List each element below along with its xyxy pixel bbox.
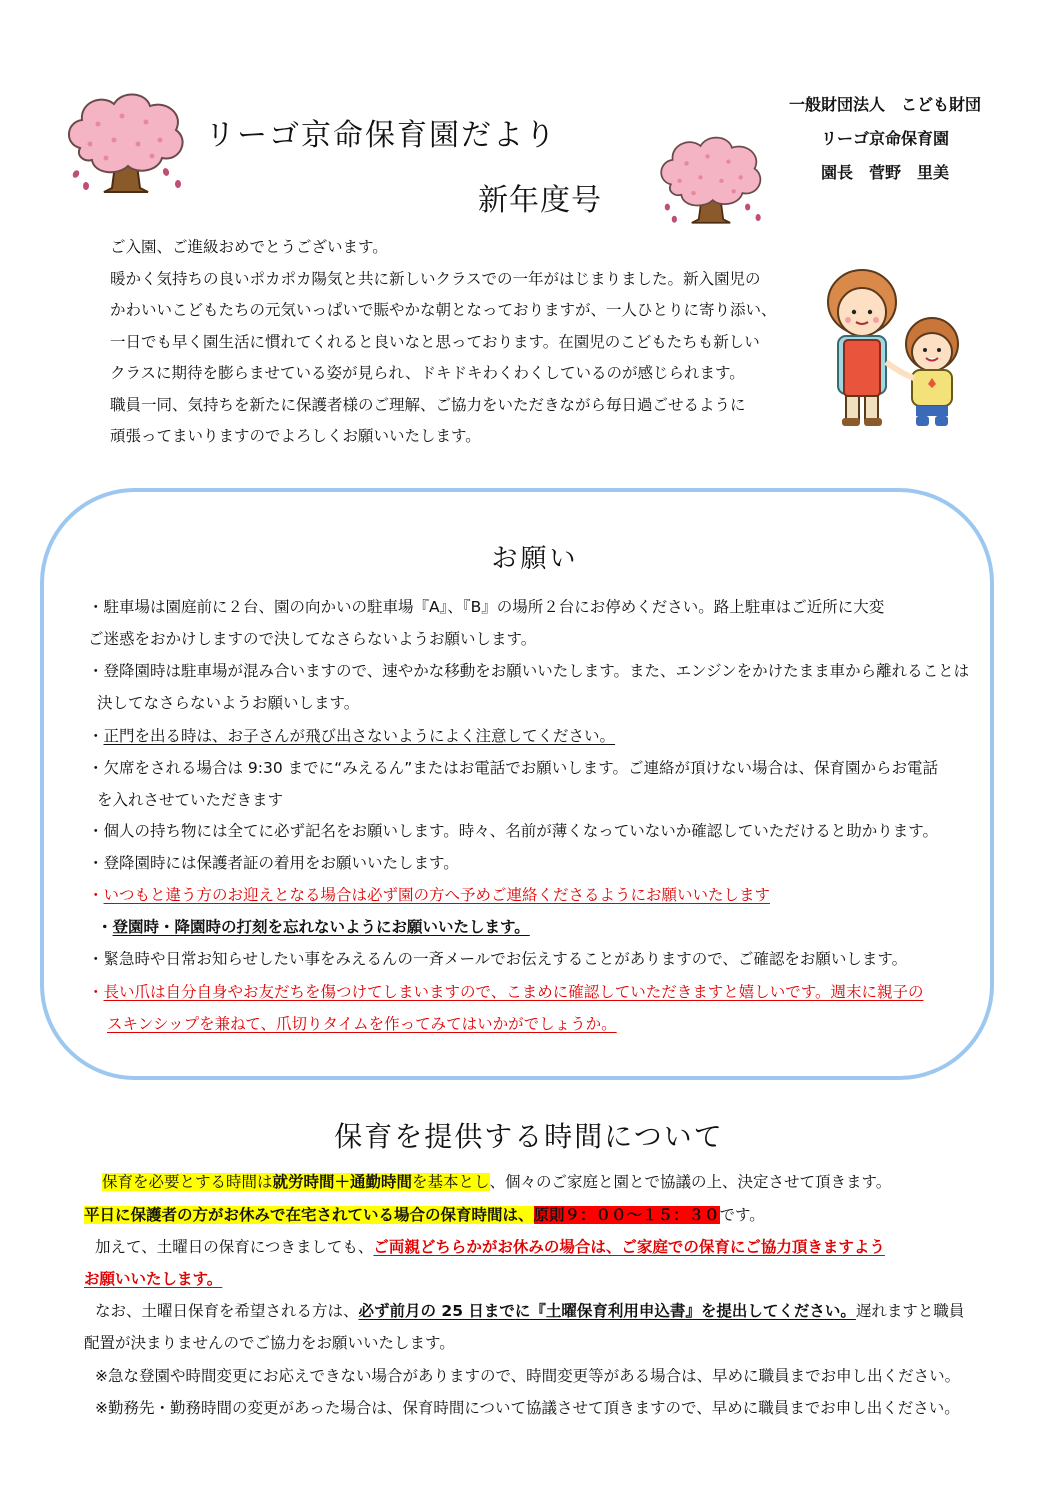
bullet: ・ <box>88 983 104 1001</box>
request-parking-line1: ・駐車場は園庭前に２台、園の向かいの駐車場『A』、『B』の場所２台にお停めください。路上駐車はご近所に大変 <box>88 598 885 616</box>
request-timecard <box>97 912 530 944</box>
request-nails-line1 <box>88 977 923 1009</box>
request-dropoff-line1: ・登降園時は駐車場が混み合いますので、速やかな移動をお願いいたします。また、エンジンをかけたまま車から離れることは <box>88 662 970 680</box>
gate-caution-text: 正門を出る時は、お子さんが飛び出さないようによく注意してください。 <box>103 727 616 745</box>
cherry-tree-right-icon <box>652 132 770 228</box>
basis-text: を基本とし <box>412 1173 490 1191</box>
consultation-text: 、個々のご家庭と園とで協議の上、決定させて頂きます。 <box>489 1173 892 1191</box>
standard-hours-text: 原則９：００～１５：３０ <box>533 1206 720 1224</box>
cherry-tree-left-icon <box>62 88 190 198</box>
weekday-hours-text: 平日に保護者の方がお休みで在宅されている場合の保育時間は、 <box>84 1206 534 1224</box>
greeting-paragraph <box>110 232 810 453</box>
saturday-request-text: ご両親どちらかがお休みの場合は、ご家庭での保育にご協力頂きますよう <box>373 1238 885 1256</box>
bullet: ・ <box>88 886 104 904</box>
request-pickup <box>88 880 770 912</box>
desu-text: です。 <box>719 1206 765 1224</box>
nails-text-2: スキンシップを兼ねて、爪切りタイムを作ってみてはいかがでしょうか。 <box>107 1015 617 1033</box>
greeting-line: 暖かく気持ちの良いポカポカ陽気と共に新しいクラスでの一年がはじまりました。新入園児の <box>110 269 761 288</box>
request-absence-line2: を入れさせていただきます <box>97 791 284 809</box>
request-absence-line1: ・欠席をされる場合は 9:30 までに“みえるん”またはお電話でお願いします。ご連絡が頂けない場合は、保育園からお電話 <box>88 759 938 777</box>
bullet: ・ <box>97 918 113 936</box>
hours-section-title: 保育を提供する時間について <box>334 1120 724 1153</box>
issue-subtitle: 新年度号 <box>478 183 602 218</box>
saturday-intro-text: 加えて、土曜日の保育につきましても、 <box>95 1238 374 1256</box>
greeting-line: かわいいこどもたちの元気いっぱいで賑やかな朝となっておりますが、一人ひとりに寄り添い、 <box>110 301 777 319</box>
hours-paragraph-4 <box>95 1296 964 1327</box>
greeting-line: 一日でも早く園生活に慣れてくれると良いなと思っております。在園児のこどもたちも新しい <box>110 332 760 351</box>
nails-text-1: 長い爪は自分自身やお友だちを傷つけてしまいますので、こまめに確認していただきますと嬉しいです。週末に親子の <box>103 983 924 1001</box>
request-id-card: ・登降園時には保護者証の着用をお願いいたします。 <box>88 854 459 872</box>
greeting-line: 職員一同、気持ちを新たに保護者様のご理解、ご協力をいただきながら毎日過ごせるように <box>110 395 746 414</box>
work-commute-text: 就労時間＋通勤時間 <box>272 1173 413 1191</box>
director-name: 園長 菅野 里美 <box>820 163 949 182</box>
teacher-child-illustration-icon <box>812 262 980 430</box>
saturday-application-intro: なお、土曜日保育を希望される方は、 <box>95 1302 359 1320</box>
organization-block <box>760 88 1010 190</box>
necessity-text: 保育を必要とする時間は <box>102 1173 273 1191</box>
late-notice-text: 遅れますと職員 <box>855 1302 965 1320</box>
hours-paragraph-1 <box>102 1167 891 1198</box>
hours-paragraph-2 <box>84 1200 765 1231</box>
pickup-notice-text: いつもと違う方のお迎えとなる場合は必ず園の方へ予めご連絡くださるようにお願いいたします <box>103 886 771 904</box>
timecard-notice-text: 登園時・降園時の打刻を忘れないようにお願いいたします。 <box>112 918 530 936</box>
note-time-change: ※急な登園や時間変更にお応えできない場合がありますので、時間変更等がある場合は、早めに職員までお申し出ください。 <box>95 1367 961 1385</box>
greeting-line: クラスに期待を膨らませている姿が見られ、ドキドキわくわくしているのが感じられます。 <box>110 364 745 382</box>
bullet: ・ <box>88 727 104 745</box>
greeting-line: 頑張ってまいりますのでよろしくお願いいたします。 <box>110 427 481 445</box>
request-nails-line2 <box>107 1009 617 1041</box>
request-names: ・個人の持ち物には全てに必ず記名をお願いします。時々、名前が薄くなっていないか確認していただけると助かります。 <box>88 822 939 840</box>
hours-paragraph-4-end: 配置が決まりませんのでご協力をお願いいたします。 <box>84 1334 455 1352</box>
application-deadline-text: 必ず前月の 25 日までに『土曜保育利用申込書』を提出してください。 <box>358 1302 856 1320</box>
org-name: 一般財団法人 こども財団 <box>788 95 981 114</box>
hours-paragraph-3-end <box>84 1264 222 1295</box>
saturday-request-end: お願いいたします。 <box>84 1270 223 1288</box>
request-dropoff-line2: 決してなさらないようお願いします。 <box>97 694 360 712</box>
note-work-change: ※勤務先・勤務時間の変更があった場合は、保育時間について協議させて頂きますので、早めに職員までお申し出ください。 <box>95 1399 960 1417</box>
greeting-line: ご入園、ご進級おめでとうございます。 <box>110 238 388 256</box>
request-parking-line2: ご迷惑をおかけしますので決してなさらないようお願いします。 <box>88 630 537 648</box>
newsletter-title: リーゴ京命保育園だより <box>205 118 557 153</box>
requests-title: お願い <box>491 544 579 574</box>
school-name: リーゴ京命保育園 <box>820 129 949 148</box>
request-gate <box>88 721 615 753</box>
hours-paragraph-3 <box>95 1232 885 1263</box>
request-email: ・緊急時や日常お知らせしたい事をみえるんの一斉メールでお伝えすることがありますので、ご確認をお願いします。 <box>88 950 908 968</box>
